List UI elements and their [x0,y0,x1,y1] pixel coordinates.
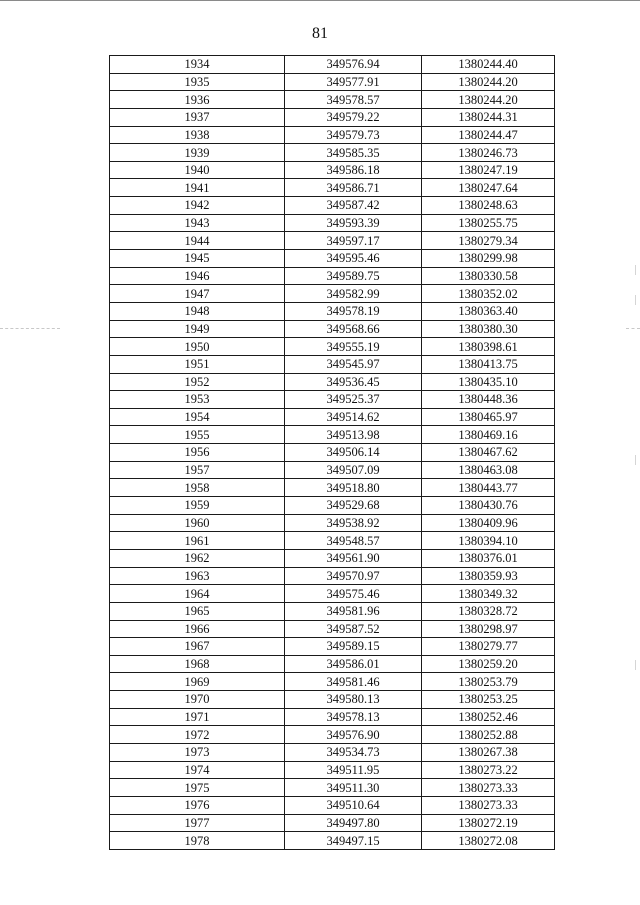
table-row [110,126,555,144]
table-row [110,161,555,179]
x-coordinate-cell: 349555.19 [285,338,422,356]
x-coordinate-cell: 349597.17 [285,232,422,250]
table-row [110,514,555,532]
x-coordinate-cell: 349586.18 [285,161,422,179]
y-coordinate-cell: 1380380.30 [422,320,555,338]
table-row [110,338,555,356]
x-coordinate-cell: 349529.68 [285,497,422,515]
y-coordinate-cell: 1380259.20 [422,655,555,673]
y-coordinate-cell: 1380244.47 [422,126,555,144]
y-coordinate-cell: 1380247.64 [422,179,555,197]
table-row [110,320,555,338]
x-coordinate-cell: 349548.57 [285,532,422,550]
table-row [110,214,555,232]
point-number-cell: 1946 [110,267,285,285]
y-coordinate-cell: 1380273.33 [422,779,555,797]
x-coordinate-cell: 349568.66 [285,320,422,338]
point-number-cell: 1974 [110,761,285,779]
table-row [110,602,555,620]
point-number-cell: 1953 [110,391,285,409]
point-number-cell: 1937 [110,108,285,126]
scan-edge-mark [635,455,636,465]
y-coordinate-cell: 1380273.33 [422,796,555,814]
point-number-cell: 1941 [110,179,285,197]
table-row [110,814,555,832]
y-coordinate-cell: 1380279.34 [422,232,555,250]
point-number-cell: 1967 [110,638,285,656]
y-coordinate-cell: 1380255.75 [422,214,555,232]
x-coordinate-cell: 349578.19 [285,302,422,320]
table-row [110,444,555,462]
table-row [110,549,555,567]
y-coordinate-cell: 1380272.19 [422,814,555,832]
table-row [110,585,555,603]
point-number-cell: 1977 [110,814,285,832]
x-coordinate-cell: 349545.97 [285,355,422,373]
y-coordinate-cell: 1380349.32 [422,585,555,603]
point-number-cell: 1961 [110,532,285,550]
point-number-cell: 1950 [110,338,285,356]
x-coordinate-cell: 349497.15 [285,832,422,850]
y-coordinate-cell: 1380273.22 [422,761,555,779]
x-coordinate-cell: 349577.91 [285,73,422,91]
point-number-cell: 1954 [110,408,285,426]
y-coordinate-cell: 1380394.10 [422,532,555,550]
point-number-cell: 1957 [110,461,285,479]
table-row [110,673,555,691]
point-number-cell: 1944 [110,232,285,250]
scan-edge-mark [635,660,636,670]
x-coordinate-cell: 349579.73 [285,126,422,144]
x-coordinate-cell: 349585.35 [285,144,422,162]
table-row [110,708,555,726]
x-coordinate-cell: 349511.95 [285,761,422,779]
point-number-cell: 1959 [110,497,285,515]
y-coordinate-cell: 1380465.97 [422,408,555,426]
table-row [110,197,555,215]
point-number-cell: 1955 [110,426,285,444]
table-row [110,56,555,74]
x-coordinate-cell: 349582.99 [285,285,422,303]
table-row [110,302,555,320]
point-number-cell: 1940 [110,161,285,179]
x-coordinate-cell: 349506.14 [285,444,422,462]
x-coordinate-cell: 349507.09 [285,461,422,479]
x-coordinate-cell: 349581.46 [285,673,422,691]
y-coordinate-cell: 1380413.75 [422,355,555,373]
table-row [110,620,555,638]
table-row [110,232,555,250]
point-number-cell: 1971 [110,708,285,726]
point-number-cell: 1934 [110,56,285,74]
y-coordinate-cell: 1380463.08 [422,461,555,479]
table-row [110,285,555,303]
y-coordinate-cell: 1380298.97 [422,620,555,638]
point-number-cell: 1970 [110,691,285,709]
x-coordinate-cell: 349570.97 [285,567,422,585]
table-row [110,779,555,797]
table-row [110,832,555,850]
point-number-cell: 1945 [110,250,285,268]
table-row [110,144,555,162]
x-coordinate-cell: 349576.90 [285,726,422,744]
point-number-cell: 1965 [110,602,285,620]
point-number-cell: 1962 [110,549,285,567]
y-coordinate-cell: 1380469.16 [422,426,555,444]
x-coordinate-cell: 349518.80 [285,479,422,497]
x-coordinate-cell: 349589.75 [285,267,422,285]
x-coordinate-cell: 349586.71 [285,179,422,197]
x-coordinate-cell: 349575.46 [285,585,422,603]
point-number-cell: 1948 [110,302,285,320]
point-number-cell: 1939 [110,144,285,162]
x-coordinate-cell: 349561.90 [285,549,422,567]
y-coordinate-cell: 1380279.77 [422,638,555,656]
point-number-cell: 1952 [110,373,285,391]
table-row [110,91,555,109]
page-top-border [0,0,640,1]
point-number-cell: 1942 [110,197,285,215]
x-coordinate-cell: 349578.57 [285,91,422,109]
table-row [110,355,555,373]
table-row [110,179,555,197]
y-coordinate-cell: 1380467.62 [422,444,555,462]
x-coordinate-cell: 349525.37 [285,391,422,409]
y-coordinate-cell: 1380252.88 [422,726,555,744]
y-coordinate-cell: 1380328.72 [422,602,555,620]
y-coordinate-cell: 1380443.77 [422,479,555,497]
x-coordinate-cell: 349538.92 [285,514,422,532]
scan-edge-mark [635,265,636,275]
y-coordinate-cell: 1380247.19 [422,161,555,179]
y-coordinate-cell: 1380253.25 [422,691,555,709]
table-row [110,373,555,391]
y-coordinate-cell: 1380267.38 [422,743,555,761]
table-row [110,391,555,409]
point-number-cell: 1978 [110,832,285,850]
y-coordinate-cell: 1380244.20 [422,91,555,109]
point-number-cell: 1936 [110,91,285,109]
point-number-cell: 1966 [110,620,285,638]
table-row [110,638,555,656]
y-coordinate-cell: 1380398.61 [422,338,555,356]
point-number-cell: 1949 [110,320,285,338]
x-coordinate-cell: 349581.96 [285,602,422,620]
point-number-cell: 1958 [110,479,285,497]
x-coordinate-cell: 349578.13 [285,708,422,726]
table-body [110,56,555,850]
x-coordinate-cell: 349587.52 [285,620,422,638]
table-row [110,497,555,515]
x-coordinate-cell: 349534.73 [285,743,422,761]
x-coordinate-cell: 349579.22 [285,108,422,126]
scan-edge-mark [635,295,636,305]
y-coordinate-cell: 1380376.01 [422,549,555,567]
table-row [110,73,555,91]
table-row [110,250,555,268]
table-row [110,761,555,779]
table-row [110,479,555,497]
scan-artifact-line-left [0,328,60,329]
point-number-cell: 1975 [110,779,285,797]
point-number-cell: 1969 [110,673,285,691]
table-row [110,691,555,709]
point-number-cell: 1960 [110,514,285,532]
table-row [110,726,555,744]
x-coordinate-cell: 349586.01 [285,655,422,673]
point-number-cell: 1972 [110,726,285,744]
x-coordinate-cell: 349580.13 [285,691,422,709]
y-coordinate-cell: 1380244.20 [422,73,555,91]
table-row [110,267,555,285]
table-row [110,408,555,426]
x-coordinate-cell: 349587.42 [285,197,422,215]
y-coordinate-cell: 1380244.40 [422,56,555,74]
table-row [110,108,555,126]
point-number-cell: 1976 [110,796,285,814]
point-number-cell: 1973 [110,743,285,761]
point-number-cell: 1951 [110,355,285,373]
table-row [110,532,555,550]
y-coordinate-cell: 1380435.10 [422,373,555,391]
point-number-cell: 1963 [110,567,285,585]
x-coordinate-cell: 349589.15 [285,638,422,656]
y-coordinate-cell: 1380248.63 [422,197,555,215]
x-coordinate-cell: 349536.45 [285,373,422,391]
y-coordinate-cell: 1380299.98 [422,250,555,268]
y-coordinate-cell: 1380359.93 [422,567,555,585]
x-coordinate-cell: 349497.80 [285,814,422,832]
x-coordinate-cell: 349513.98 [285,426,422,444]
y-coordinate-cell: 1380246.73 [422,144,555,162]
scan-artifact-line-right [626,328,640,329]
x-coordinate-cell: 349595.46 [285,250,422,268]
y-coordinate-cell: 1380253.79 [422,673,555,691]
y-coordinate-cell: 1380448.36 [422,391,555,409]
table-row [110,567,555,585]
point-number-cell: 1968 [110,655,285,673]
table-row [110,796,555,814]
table-row [110,426,555,444]
point-number-cell: 1935 [110,73,285,91]
point-number-cell: 1947 [110,285,285,303]
y-coordinate-cell: 1380430.76 [422,497,555,515]
x-coordinate-cell: 349510.64 [285,796,422,814]
y-coordinate-cell: 1380244.31 [422,108,555,126]
point-number-cell: 1964 [110,585,285,603]
point-number-cell: 1956 [110,444,285,462]
x-coordinate-cell: 349593.39 [285,214,422,232]
y-coordinate-cell: 1380272.08 [422,832,555,850]
table-row [110,461,555,479]
point-number-cell: 1938 [110,126,285,144]
y-coordinate-cell: 1380352.02 [422,285,555,303]
y-coordinate-cell: 1380363.40 [422,302,555,320]
page-number: 81 [312,25,328,42]
x-coordinate-cell: 349576.94 [285,56,422,74]
table-row [110,743,555,761]
x-coordinate-cell: 349514.62 [285,408,422,426]
y-coordinate-cell: 1380252.46 [422,708,555,726]
x-coordinate-cell: 349511.30 [285,779,422,797]
y-coordinate-cell: 1380330.58 [422,267,555,285]
y-coordinate-cell: 1380409.96 [422,514,555,532]
table-row [110,655,555,673]
coordinates-table [109,55,555,850]
point-number-cell: 1943 [110,214,285,232]
